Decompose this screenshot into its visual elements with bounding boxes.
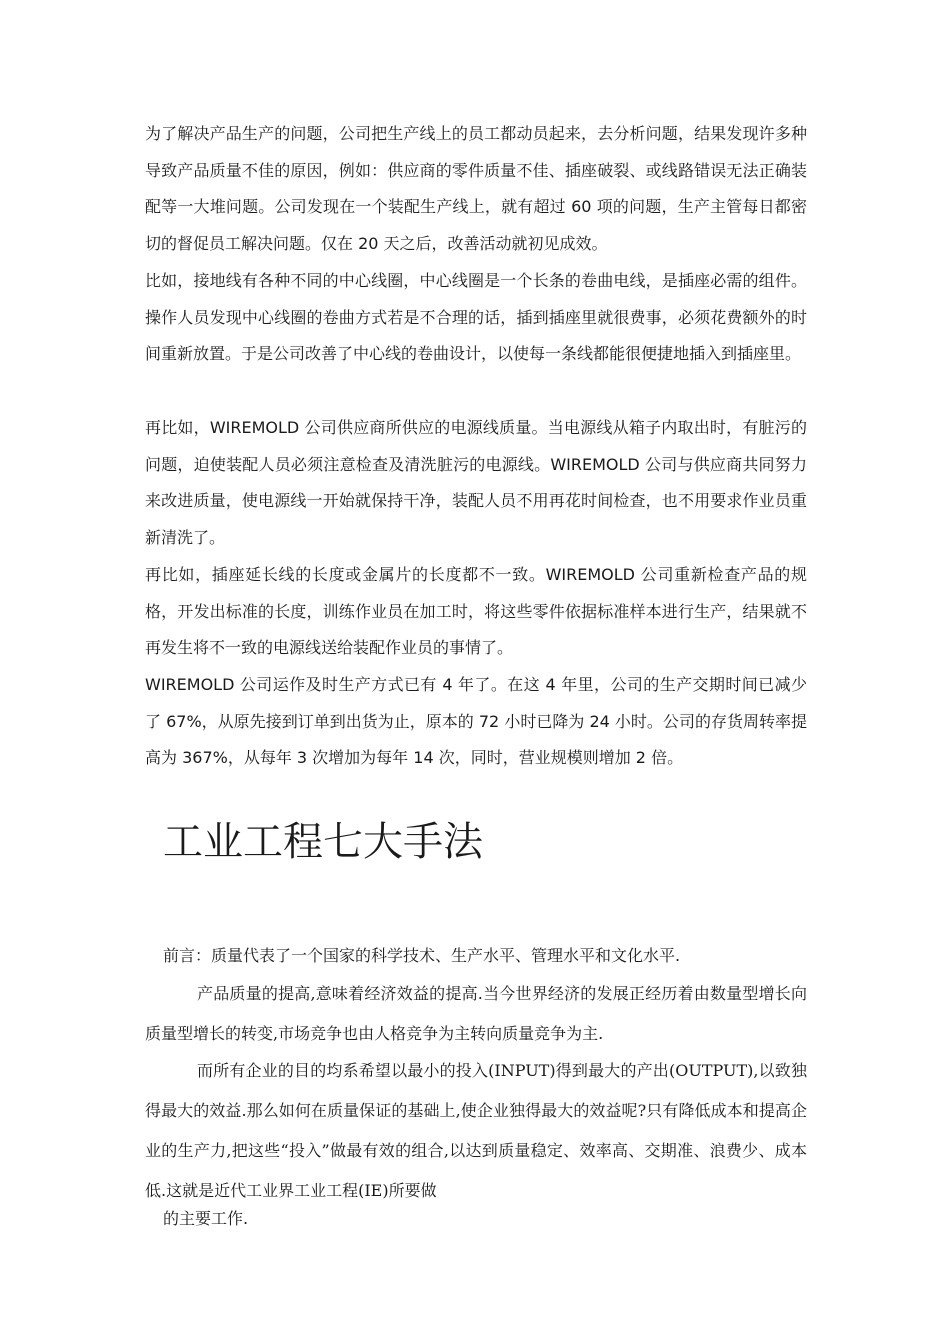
body-paragraph-3: 的主要工作. — [163, 1209, 249, 1228]
case-paragraph-3: 再比如，WIREMOLD 公司供应商所供应的电源线质量。当电源线从箱子内取出时，有脏污的问题，迫使装配人员必须注意检查及清洗脏污的电源线。WIREMOLD 公司与供应商共同努力来改进质量，使电源线一开始就保持干净，装配人员不用再花时间检查，也不用要求作业员重新清洗了。 — [145, 418, 807, 547]
preface-line: 前言：质量代表了一个国家的科学技术、生产水平、管理水平和文化水平. — [163, 946, 681, 965]
case-paragraph-4: 再比如，插座延长线的长度或金属片的长度都不一致。WIREMOLD 公司重新检查产品的规格，开发出标准的长度，训练作业员在加工时，将这些零件依据标准样本进行生产，结果就不再发生将不一致的电源线送给装配作业员的事情了。 — [145, 565, 807, 657]
case-paragraph-2: 比如，接地线有各种不同的中心线圈，中心线圈是一个长条的卷曲电线，是插座必需的组件。操作人员发现中心线圈的卷曲方式若是不合理的话，插到插座里就很费事，必须花费额外的时间重新放置。于是公司改善了中心线的卷曲设计，以使每一条线都能很便捷地插入到插座里。 — [145, 271, 807, 363]
body-paragraph-1: 产品质量的提高,意味着经济效益的提高.当今世界经济的发展正经历着由数量型增长向质量型增长的转变,市场竞争也由人格竞争为主转向质量竞争为主. — [145, 984, 807, 1043]
case-paragraph-1: 为了解决产品生产的问题，公司把生产线上的员工都动员起来，去分析问题，结果发现许多种导致产品质量不佳的原因，例如：供应商的零件质量不佳、插座破裂、或线路错误无法正确装配等一大堆问题。公司发现在一个装配生产线上，就有超过 60 项的问题，生产主管每日都密切的督促员工解决问题。仅在 20 天之后，改善活动就初见成效。 — [145, 124, 807, 253]
case-paragraph-5: WIREMOLD 公司运作及时生产方式已有 4 年了。在这 4 年里，公司的生产交期时间已减少了 67%，从原先接到订单到出货为止，原本的 72 小时已降为 24 小时。公司的存货周转率提高为 367%，从每年 3 次增加为每年 14 次，同时，营业规模则增加 2 倍。 — [145, 675, 807, 767]
body-paragraph-2: 而所有企业的目的均系希望以最小的投入(INPUT)得到最大的产出(OUTPUT),以致独得最大的效益.那么如何在质量保证的基础上,使企业独得最大的效益呢?只有降低成本和提高企业的生产力,把这些“投入”做最有效的组合,以达到质量稳定、效率高、交期准、浪费少、成本低.这就是近代工业界工业工程(IE)所要做 — [145, 1061, 807, 1200]
section-title: 工业工程七大手法 — [163, 819, 483, 865]
